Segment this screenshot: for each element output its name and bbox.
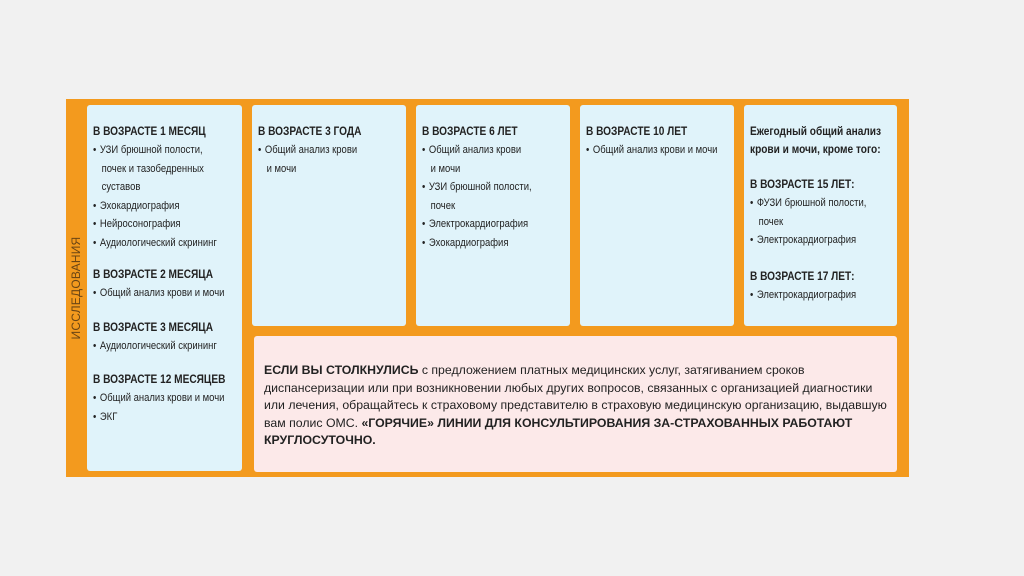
note-body: с предложением платных медицинских услуг, затягиванием сроков диспансеризации или при возникновении любых других вопросов, связанных с организацией диагностики или лечения, обращайтесь к страховому представителю в страховую медицинскую организацию, выдавшую вам полис ОМС. [264, 363, 887, 430]
list-item: • УЗИ брюшной полости, [422, 178, 544, 197]
list-item: • УЗИ брюшной полости, [93, 141, 216, 160]
list-item: • Эхокардиография [422, 234, 544, 253]
list-item: почек [430, 199, 456, 212]
list-item: и мочи [430, 162, 461, 175]
list-item: • Общий анализ крови [258, 141, 380, 160]
list-item: и мочи [266, 162, 297, 175]
list-item: почек [758, 215, 784, 228]
card-annual [744, 105, 897, 326]
insurance-note [254, 336, 897, 472]
card-age-1-month [87, 105, 242, 471]
card-intro: крови и мочи, кроме того: [750, 144, 881, 156]
screening-table [66, 99, 909, 477]
list-item: • Электрокардиография [422, 215, 544, 234]
note-tail: «ГОРЯЧИЕ» ЛИНИИ ДЛЯ КОНСУЛЬТИРОВАНИЯ ЗА-СТРАХОВАННЫХ РАБОТАЮТ КРУГЛОСУТОЧНО. [264, 415, 853, 447]
list-item: • Электрокардиография [750, 286, 871, 305]
card-heading: В ВОЗРАСТЕ 6 ЛЕТ [422, 126, 518, 138]
card-heading: В ВОЗРАСТЕ 2 МЕСЯЦА [93, 269, 214, 281]
list-item: • Эхокардиография [93, 197, 216, 216]
card-heading: В ВОЗРАСТЕ 1 МЕСЯЦ [93, 126, 206, 138]
list-item: • ЭКГ [93, 408, 216, 427]
card-heading: В ВОЗРАСТЕ 3 МЕСЯЦА [93, 321, 214, 334]
list-item: • Аудиологический скрининг [93, 234, 216, 253]
card-heading: В ВОЗРАСТЕ 10 ЛЕТ [586, 126, 688, 138]
list-item: • Общий анализ крови и мочи [93, 389, 216, 408]
card-age-3-years [252, 105, 406, 326]
card-intro: Ежегодный общий анализ [750, 126, 882, 138]
list-item: • Электрокардиография [750, 231, 871, 250]
list-item: • ФУЗИ брюшной полости, [750, 194, 871, 213]
list-item: суставов [101, 181, 141, 193]
list-item: • Общий анализ крови и мочи [93, 284, 216, 303]
card-heading: В ВОЗРАСТЕ 15 ЛЕТ: [750, 179, 855, 191]
card-heading: В ВОЗРАСТЕ 12 МЕСЯЦЕВ [93, 374, 226, 386]
list-item: почек и тазобедренных [101, 162, 204, 175]
side-label-text: ИССЛЕДОВАНИЯ [69, 236, 83, 340]
list-item: • Нейросонография [93, 215, 216, 234]
card-heading: В ВОЗРАСТЕ 3 ГОДА [258, 126, 362, 138]
side-label [66, 99, 86, 477]
note-lead: ЕСЛИ ВЫ СТОЛКНУЛИСЬ [264, 363, 419, 377]
card-heading: В ВОЗРАСТЕ 17 ЛЕТ: [750, 270, 855, 283]
card-age-10-years [580, 105, 734, 326]
list-item: • Общий анализ крови [422, 141, 544, 160]
list-item: • Аудиологический скрининг [93, 337, 216, 356]
card-age-6-years [416, 105, 570, 326]
list-item: • Общий анализ крови и мочи [586, 141, 708, 160]
